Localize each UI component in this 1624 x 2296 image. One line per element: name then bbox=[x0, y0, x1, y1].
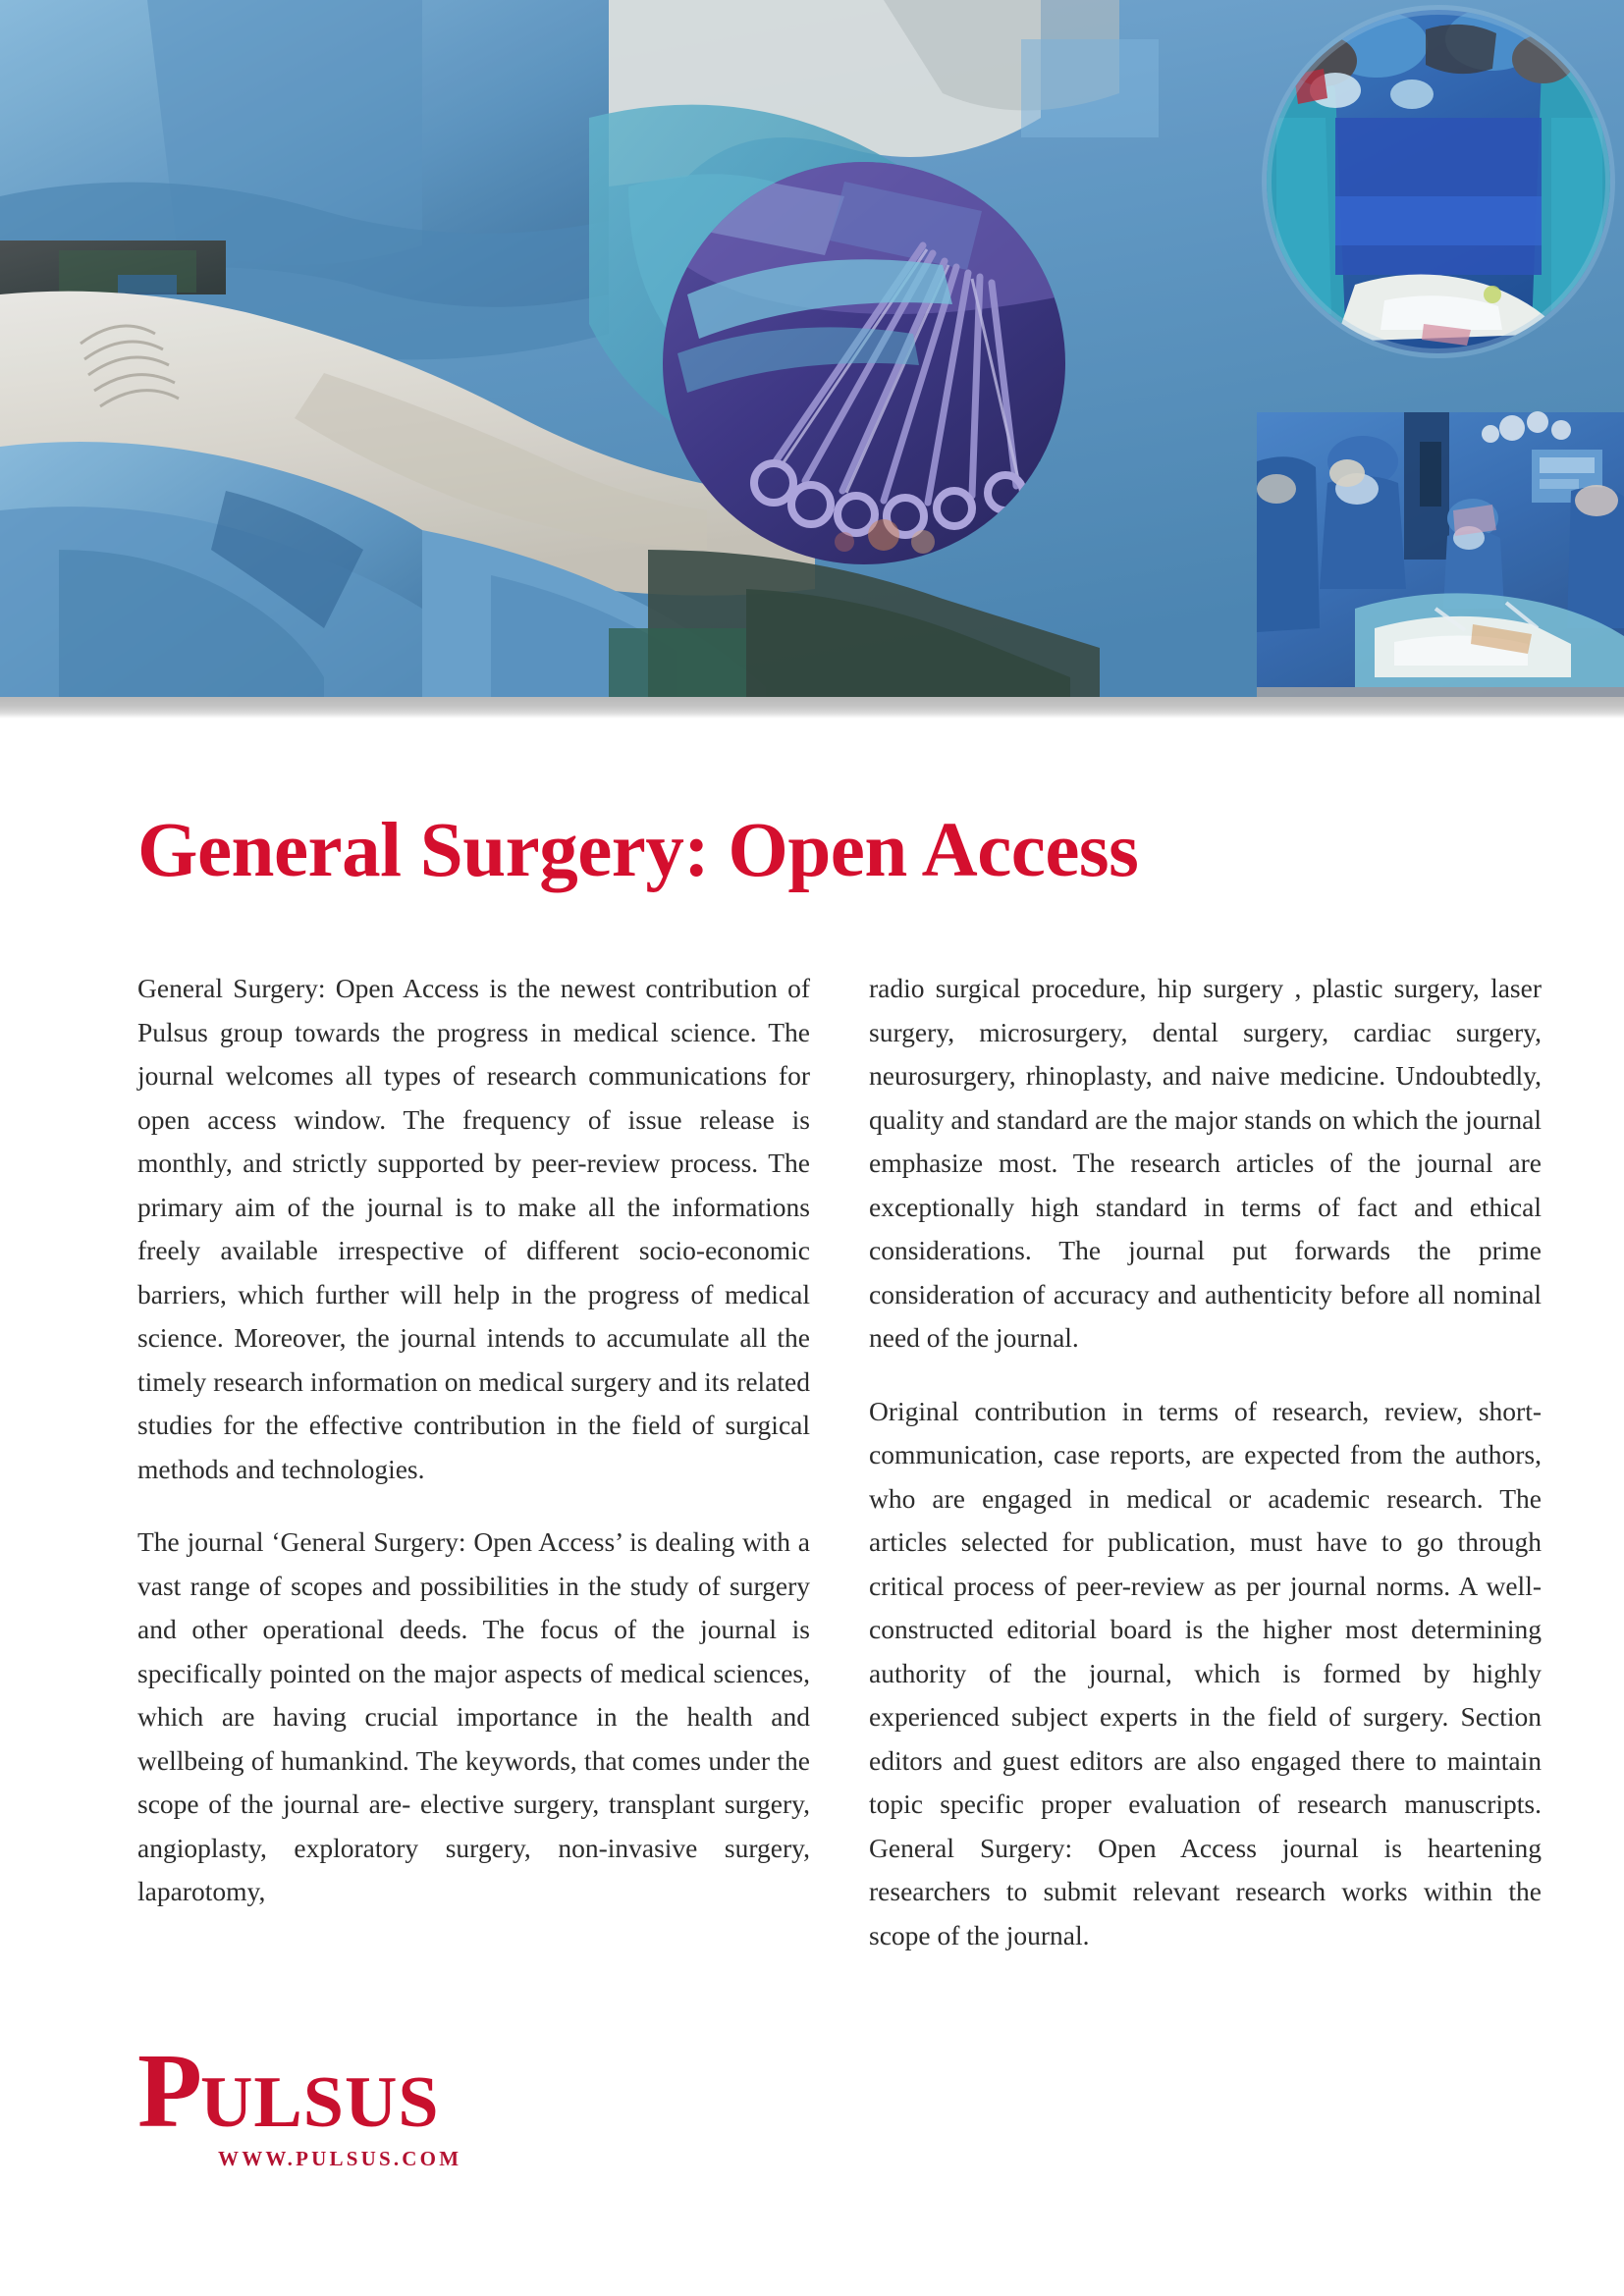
two-column-body bbox=[137, 967, 1542, 1957]
left-column bbox=[137, 967, 810, 1957]
paragraph: The journal ‘General Surgery: Open Access’ is dealing with a vast range of scopes and possibilities in the study of surgery and other operational deeds. The focus of the journal is specifically pointed on the major aspects of medical sciences, which are having crucial importance in the health and wellbeing of humankind. The keywords, that comes under the scope of the journal are- elective surgery, transplant surgery, angioplasty, exploratory surgery, non-invasive surgery, laparotomy, bbox=[137, 1526, 810, 1906]
pulsus-logo-initial: P bbox=[137, 2033, 200, 2150]
page-title: General Surgery: Open Access bbox=[137, 808, 1139, 893]
paragraph: radio surgical procedure, hip surgery , plastic surgery, laser surgery, microsurgery, dental surgery, cardiac surgery, neurosurgery, rhinoplasty, and naive medicine. Undoubtedly, quality and standard are the major stands on which the journal emphasize most. The research articles of the journal are exceptionally high standard in terms of fact and ethical considerations. The journal put forwards the prime consideration of accuracy and authenticity before all nominal need of the journal. bbox=[869, 973, 1542, 1353]
pulsus-logo-text: ULSUS bbox=[199, 2062, 440, 2143]
banner-bottom-shadow bbox=[0, 697, 1624, 719]
paragraph: Original contribution in terms of research, review, short-communication, case reports, are expected from the authors, who are engaged in medical or academic research. The articles selected for publication, must have to go through critical process of peer-review as per journal norms. A well-constructed editorial board is the higher most determining authority of the journal, which is formed by highly experienced subject experts in the field of surgery. Section editors and guest editors are also engaged there to maintain topic specific proper evaluation of research manuscripts. General Surgery: Open Access journal is heartening researchers to submit relevant research works within the scope of the journal. bbox=[869, 1395, 1542, 1950]
paragraph: General Surgery: Open Access is the newest contribution of Pulsus group towards the progress in medical science. The journal welcomes all types of research communications for open access window. The frequency of issue release is monthly, and strictly supported by peer-review process. The primary aim of the journal is to make all the informations freely available irrespective of different socio-economic barriers, which further will help in the progress of medical science. Moreover, the journal intends to accumulate all the timely research information on medical surgery and its related studies for the effective contribution in the field of surgical methods and technologies. bbox=[137, 973, 810, 1484]
footer-logo bbox=[137, 2033, 462, 2171]
page-content bbox=[0, 719, 1624, 1957]
surgery-collage-banner bbox=[0, 0, 1624, 719]
right-column bbox=[869, 967, 1542, 1957]
pulsus-website-url: WWW.PULSUS.COM bbox=[218, 2147, 462, 2170]
pulsus-wordmark bbox=[137, 2033, 461, 2150]
header-banner-image bbox=[0, 0, 1624, 719]
